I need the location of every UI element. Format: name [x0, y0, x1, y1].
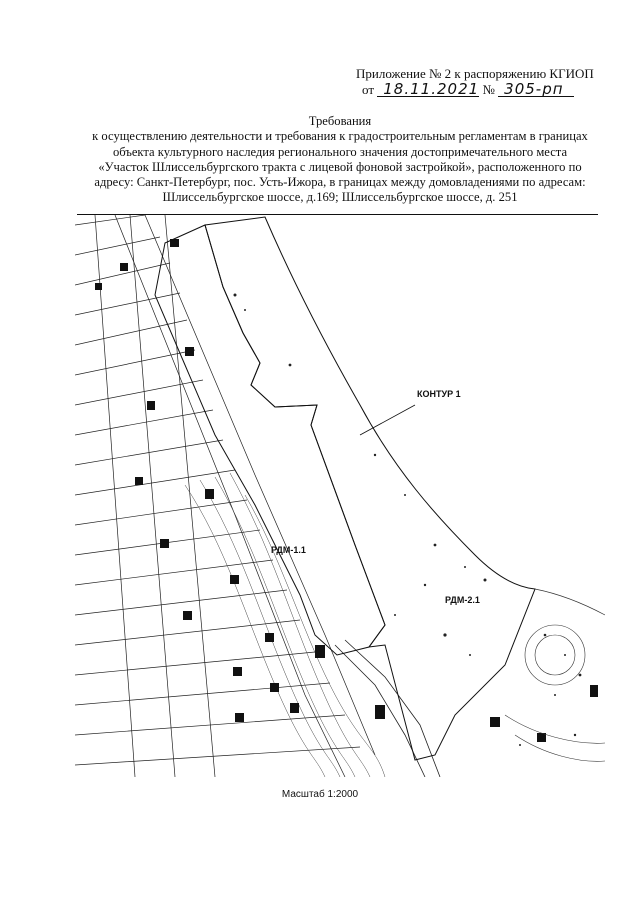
appendix-date-number [362, 82, 574, 98]
buildings [95, 239, 598, 742]
title-line-2: объекта культурного наследия регионального значения достопримечательного места [112, 144, 568, 159]
shoreline [535, 589, 605, 615]
contour-1-boundary [205, 217, 535, 760]
map-scale: Масштаб 1:2000 [281, 789, 359, 800]
appendix-text: Приложение № 2 к распоряжению КГИОП [356, 66, 594, 81]
title-heading: Требования [308, 114, 372, 128]
title-line-3: «Участок Шлиссельбургского тракта с лицевой фоновой застройкой», расположенного по [98, 159, 582, 174]
road [335, 640, 440, 777]
number-label: № [482, 82, 495, 97]
title-line-4: адресу: Санкт-Петербург, пос. Усть-Ижора, в границах между домовладениями по адресам: [94, 175, 586, 190]
parcel-grid [75, 215, 375, 777]
document-date: 18.11.2021 [377, 82, 479, 97]
from-label: от [362, 82, 375, 97]
document-number: 305-рп [498, 82, 574, 97]
zone-rdm-1-1-boundary [155, 225, 385, 655]
contour-1-label: КОНТУР 1 [417, 389, 461, 399]
title-line-1: к осуществлению деятельности и требования к градостроительным регламентам в границах [92, 129, 588, 144]
document-title [70, 114, 610, 206]
title-line-5: Шлиссельбургское шоссе, д.169; Шлиссельбургское шоссе, д. 251 [162, 190, 518, 205]
zone-rdm-2-1-label: РДМ-2.1 [445, 595, 480, 605]
site-map [75, 215, 605, 777]
terrain-marks [234, 294, 582, 747]
zone-rdm-1-1-label: РДМ-1.1 [271, 545, 306, 555]
relief-lines [185, 473, 385, 777]
